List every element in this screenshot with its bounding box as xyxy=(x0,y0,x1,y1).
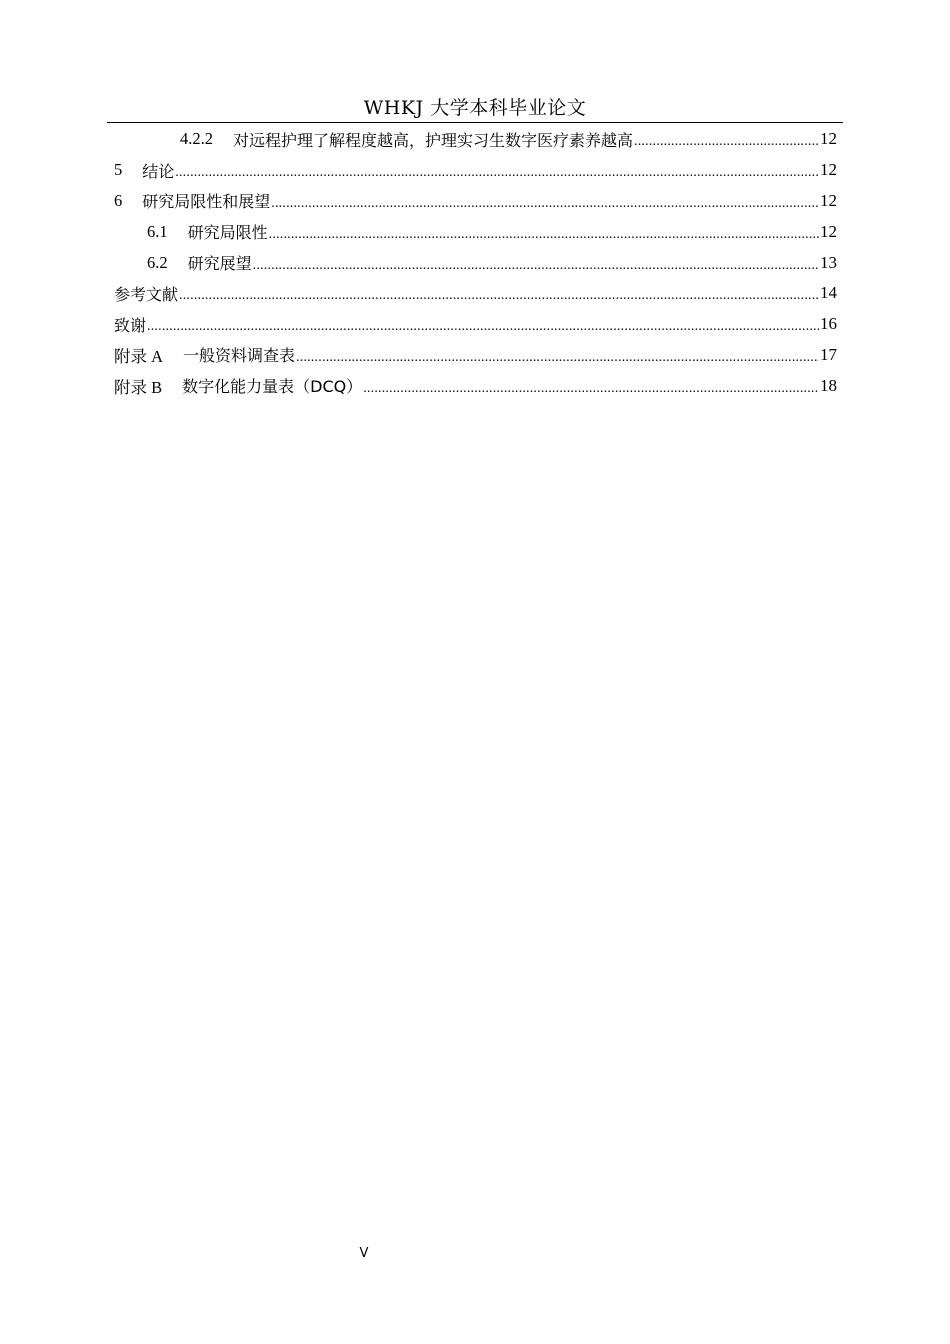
page-header xyxy=(107,94,843,123)
toc-entry-title: 致谢 xyxy=(114,315,147,335)
toc-entry-page: 13 xyxy=(820,252,837,272)
toc-entry-title: 结论 xyxy=(142,161,175,181)
page-number: V xyxy=(359,1246,369,1261)
dot-leader xyxy=(175,165,819,181)
dot-leader xyxy=(363,381,819,397)
toc-entry-number: 6.2 xyxy=(147,252,168,272)
toc-entry-number: 4.2.2 xyxy=(180,129,213,149)
dot-leader xyxy=(269,227,819,243)
toc-entry-title: 一般资料调查表 xyxy=(183,346,296,366)
dot-leader xyxy=(296,350,819,366)
toc-entry-number: 附录 A xyxy=(114,346,164,366)
toc-entry-title: 数字化能力量表（DCQ） xyxy=(182,377,363,397)
toc-entry-title: 对远程护理了解程度越高，护理实习生数字医疗素养越高 xyxy=(233,130,634,150)
toc-entry[interactable] xyxy=(114,186,837,217)
toc-entry[interactable] xyxy=(114,216,837,247)
dot-leader xyxy=(179,288,819,304)
dot-leader xyxy=(253,258,819,274)
dot-leader xyxy=(147,319,819,335)
toc-entry-number: 6 xyxy=(114,190,123,210)
toc-entry-page: 18 xyxy=(820,375,837,395)
toc-entry[interactable] xyxy=(114,247,837,278)
header-title: WHKJ 大学本科毕业论文 xyxy=(363,97,587,119)
toc-entry-page: 12 xyxy=(820,221,837,241)
toc-entry-page: 16 xyxy=(820,314,837,334)
toc-entry-number: 附录 B xyxy=(114,377,163,397)
toc-entry-page: 17 xyxy=(820,344,837,364)
toc-entry[interactable] xyxy=(114,309,837,340)
toc-entry-title: 研究局限性 xyxy=(187,223,268,243)
toc-entry-page: 12 xyxy=(820,190,837,210)
toc-entry-title: 参考文献 xyxy=(114,284,179,304)
toc-entry[interactable] xyxy=(114,124,837,155)
toc-entry[interactable] xyxy=(114,370,837,401)
toc-entry[interactable] xyxy=(114,155,837,186)
toc-entry-page: 12 xyxy=(820,129,837,149)
toc-entry-title: 研究展望 xyxy=(187,254,252,274)
toc-entry-page: 12 xyxy=(820,160,837,180)
table-of-contents xyxy=(114,124,837,401)
toc-entry-number: 6.1 xyxy=(147,221,168,241)
toc-entry-title: 研究局限性和展望 xyxy=(142,192,271,212)
toc-entry-number: 5 xyxy=(114,160,123,180)
toc-entry-page: 14 xyxy=(820,283,837,303)
dot-leader xyxy=(634,134,819,150)
dot-leader xyxy=(271,196,819,212)
toc-entry[interactable] xyxy=(114,340,837,371)
toc-entry[interactable] xyxy=(114,278,837,309)
